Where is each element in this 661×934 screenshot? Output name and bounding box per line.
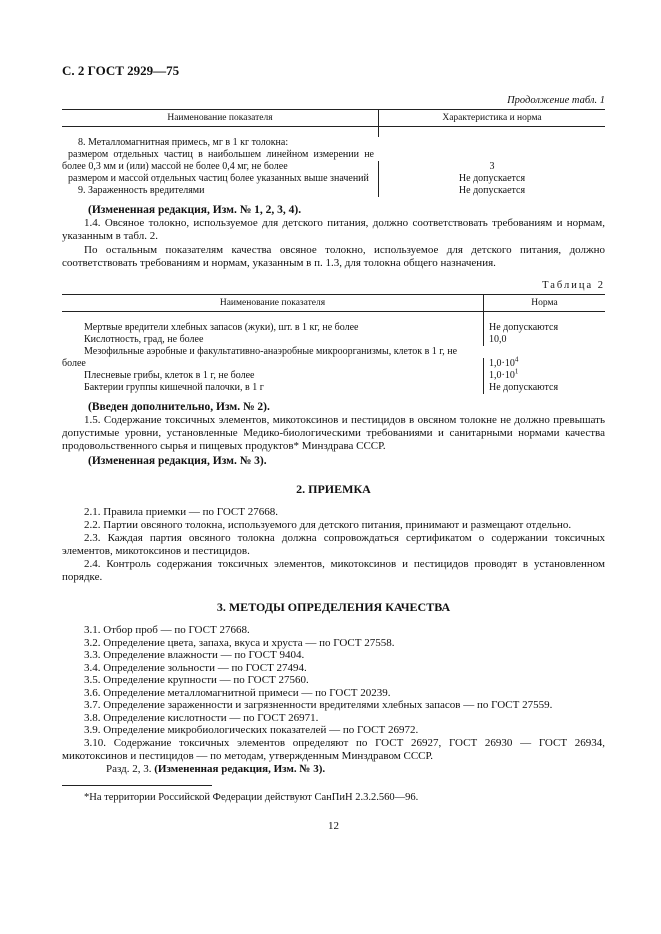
amendment-note: (Измененная редакция, Изм. № 3). [88, 455, 267, 467]
paragraph-2-3: 2.3. Каждая партия овсяного толокна должна сопровождаться сертификатом о содержании токсичных элементов, микотоксинов и пестицидов. [62, 532, 605, 557]
list-item: 3.5. Определение крупности — по ГОСТ 27560. [84, 674, 309, 686]
section-3-title: 3. МЕТОДЫ ОПРЕДЕЛЕНИЯ КАЧЕСТВА [216, 600, 451, 614]
list-item: 3.4. Определение зольности — по ГОСТ 27494. [84, 661, 307, 674]
note-prefix: Разд. 2, 3. [106, 762, 152, 775]
list-item: 3.1. Отбор проб — по ГОСТ 27668. [84, 624, 250, 636]
table2-row-name: Кислотность, град, не более [84, 334, 204, 345]
table2-row-value: 10,0 [483, 334, 605, 346]
page-content [62, 63, 605, 833]
page-header: С. 2 ГОСТ 2929—75 [62, 63, 180, 78]
table2-row-name: Мертвые вредители хлебных запасов (жуки), шт. в 1 кг, не более [84, 322, 359, 333]
table2-spacer [483, 312, 605, 322]
table2-row-value: Не допускаются [483, 322, 605, 334]
table2-row-value [483, 355, 605, 370]
list-item: 3.8. Определение кислотности — по ГОСТ 26971. [84, 711, 319, 724]
table1-row-value: Не допускается [378, 173, 605, 185]
table2-row-name: Плесневые грибы, клеток в 1 г, не более [84, 370, 255, 381]
table1-col1-header: Наименование показателя [62, 110, 378, 127]
table1 [62, 109, 605, 197]
table1-col2-header: Характеристика и норма [378, 110, 605, 127]
footnote-rule [62, 785, 212, 786]
list-item: 3.7. Определение зараженности и загрязненности вредителями хлебных запасов — по ГОСТ 27559. [84, 699, 553, 711]
amendment-note [106, 763, 605, 776]
paragraph-3-10: 3.10. Содержание токсичных элементов определяют по ГОСТ 26927, ГОСТ 26930 — ГОСТ 26934, микотоксинов и пестицидов — по методам, утвержденным Минздравом СССР. [62, 736, 605, 762]
note-text: (Измененная редакция, Изм. № 3). [154, 762, 326, 775]
paragraph-1-4-cont: По остальным показателям качества овсяное толокно, используемое для детского питания, должно соответствовать требованиям и нормам, указанным в п. 1.3, для толокна общего назначения. [62, 244, 605, 269]
table2-row-name: Мезофильные аэробные и факультативно-анаэробные микроорганизмы, клеток в 1 г, не более [62, 346, 458, 369]
table2-row-value: Не допускаются [483, 382, 605, 394]
table2-col1-header: Наименование показателя [62, 295, 483, 312]
paragraph-1-5: 1.5. Содержание токсичных элементов, микотоксинов и пестицидов в овсяном толокне не должно превышать допустимые уровни, установленные Медико-биологическими требованиями и санитарными нормами качества продовольственного сырья и пищевых продуктов* Минздрава СССР. [62, 414, 605, 452]
table1-row-name: 8. Металломагнитная примесь, мг в 1 кг толокна: [78, 137, 289, 148]
section-2-title: 2. ПРИЕМКА [296, 482, 371, 496]
paragraph-1-4: 1.4. Овсяное толокно, используемое для детского питания, должно соответствовать требованиям и нормам, указанным в табл. 2. [62, 217, 605, 242]
list-item: 3.6. Определение металломагнитной примеси — по ГОСТ 20239. [84, 686, 391, 699]
table1-row-value: Не допускается [378, 185, 605, 197]
value-base: 1,0·10 [489, 370, 515, 381]
page-number: 12 [328, 819, 339, 832]
table2-row-name: Бактерии группы кишечной палочки, в 1 г [84, 382, 264, 393]
table2-spacer [62, 312, 483, 322]
table1-row-name: размером отдельных частиц в наибольшем линейном измерении не более 0,3 мм и (или) массой не более 0,4 мг, не более [62, 149, 374, 172]
value-exponent: 4 [514, 355, 519, 364]
table1-spacer [378, 127, 605, 137]
table2-col2-header: Норма [483, 295, 605, 312]
paragraph-2-1: 2.1. Правила приемки — по ГОСТ 27668. [84, 506, 278, 518]
amendment-note: (Измененная редакция, Изм. № 1, 2, 3, 4). [88, 204, 302, 216]
table1-caption: Продолжение табл. 1 [507, 95, 605, 106]
paragraph-2-4: 2.4. Контроль содержания токсичных элементов, микотоксинов и пестицидов проводят в установленном порядке. [62, 558, 605, 583]
table1-spacer [62, 127, 378, 137]
table1-row-value: 3 [378, 161, 605, 173]
table1-row-name: 9. Зараженность вредителями [78, 185, 205, 196]
table2-caption: Таблица 2 [542, 280, 605, 291]
methods-list [84, 624, 605, 737]
table2-row-value [483, 367, 605, 382]
table1-row-name: размером и массой отдельных частиц более указанных выше значений [68, 173, 369, 184]
footnote: *На территории Российской Федерации действуют СанПиН 2.3.2.560—96. [84, 791, 419, 803]
amendment-note: (Введен дополнительно, Изм. № 2). [88, 401, 270, 413]
value-exponent: 1 [514, 367, 519, 376]
list-item: 3.3. Определение влажности — по ГОСТ 9404. [84, 649, 305, 661]
table2 [62, 294, 605, 394]
value-base: 1,0·10 [489, 358, 515, 369]
list-item: 3.2. Определение цвета, запаха, вкуса и хруста — по ГОСТ 27558. [84, 636, 395, 649]
list-item: 3.9. Определение микробиологических показателей — по ГОСТ 26972. [84, 724, 419, 736]
paragraph-2-2: 2.2. Партии овсяного толокна, используемого для детского питания, принимают и размещают отдельно. [84, 519, 572, 531]
